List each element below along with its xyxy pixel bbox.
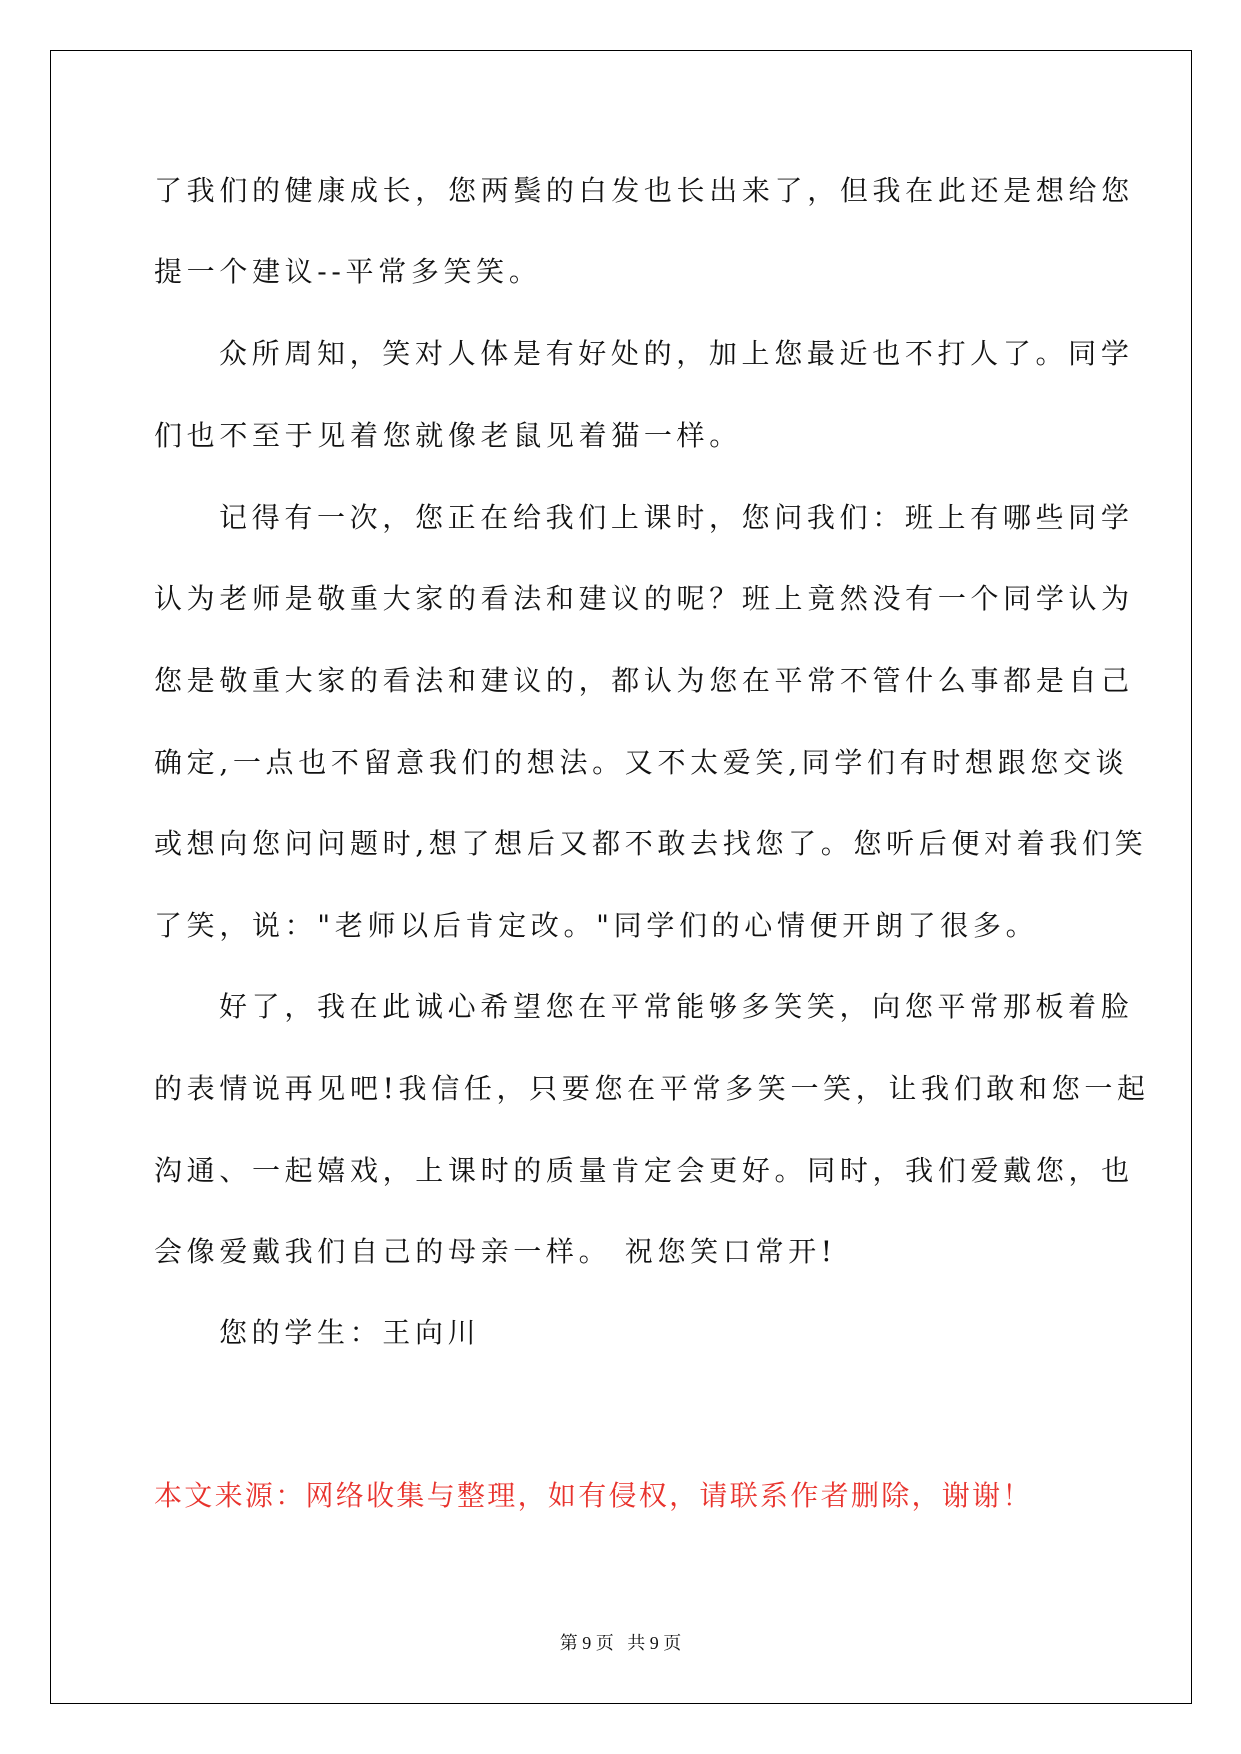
text-line: 了我们的健康成长，您两鬓的白发也长出来了，但我在此还是想给您 <box>154 174 1134 207</box>
text-line: 认为老师是敬重大家的看法和建议的呢？班上竟然没有一个同学认为 <box>154 582 1134 615</box>
text-line: 确定,一点也不留意我们的想法。又不太爱笑,同学们有时想跟您交谈 <box>154 746 1129 779</box>
text-line: 沟通、一起嬉戏，上课时的质量肯定会更好。同时，我们爱戴您，也 <box>154 1154 1134 1187</box>
text-line: 或想向您问问题时,想了想后又都不敢去找您了。您听后便对着我们笑 <box>154 827 1148 860</box>
page-number: 第 9 页 共 9 页 <box>559 1633 682 1653</box>
source-disclaimer: 本文来源：网络收集与整理，如有侵权，请联系作者删除，谢谢！ <box>154 1479 1033 1512</box>
text-line: 们也不至于见着您就像老鼠见着猫一样。 <box>154 419 742 452</box>
text-line: 了笑，说："老师以后肯定改。"同学们的心情便开朗了很多。 <box>154 909 1039 942</box>
text-line: 您是敬重大家的看法和建议的，都认为您在平常不管什么事都是自己 <box>154 664 1134 697</box>
text-line: 众所周知，笑对人体是有好处的，加上您最近也不打人了。同学 <box>219 337 1134 370</box>
page-frame <box>50 50 1192 1704</box>
text-line: 会像爱戴我们自己的母亲一样。 祝您笑口常开! <box>154 1235 837 1268</box>
text-line: 提一个建议--平常多笑笑。 <box>154 255 542 288</box>
text-line: 的表情说再见吧!我信任，只要您在平常多笑一笑，让我们敢和您一起 <box>154 1072 1150 1105</box>
text-line: 好了，我在此诚心希望您在平常能够多笑笑，向您平常那板着脸 <box>219 990 1134 1023</box>
text-line: 记得有一次，您正在给我们上课时，您问我们：班上有哪些同学 <box>219 501 1134 534</box>
signature-line: 您的学生：王向川 <box>219 1316 481 1349</box>
